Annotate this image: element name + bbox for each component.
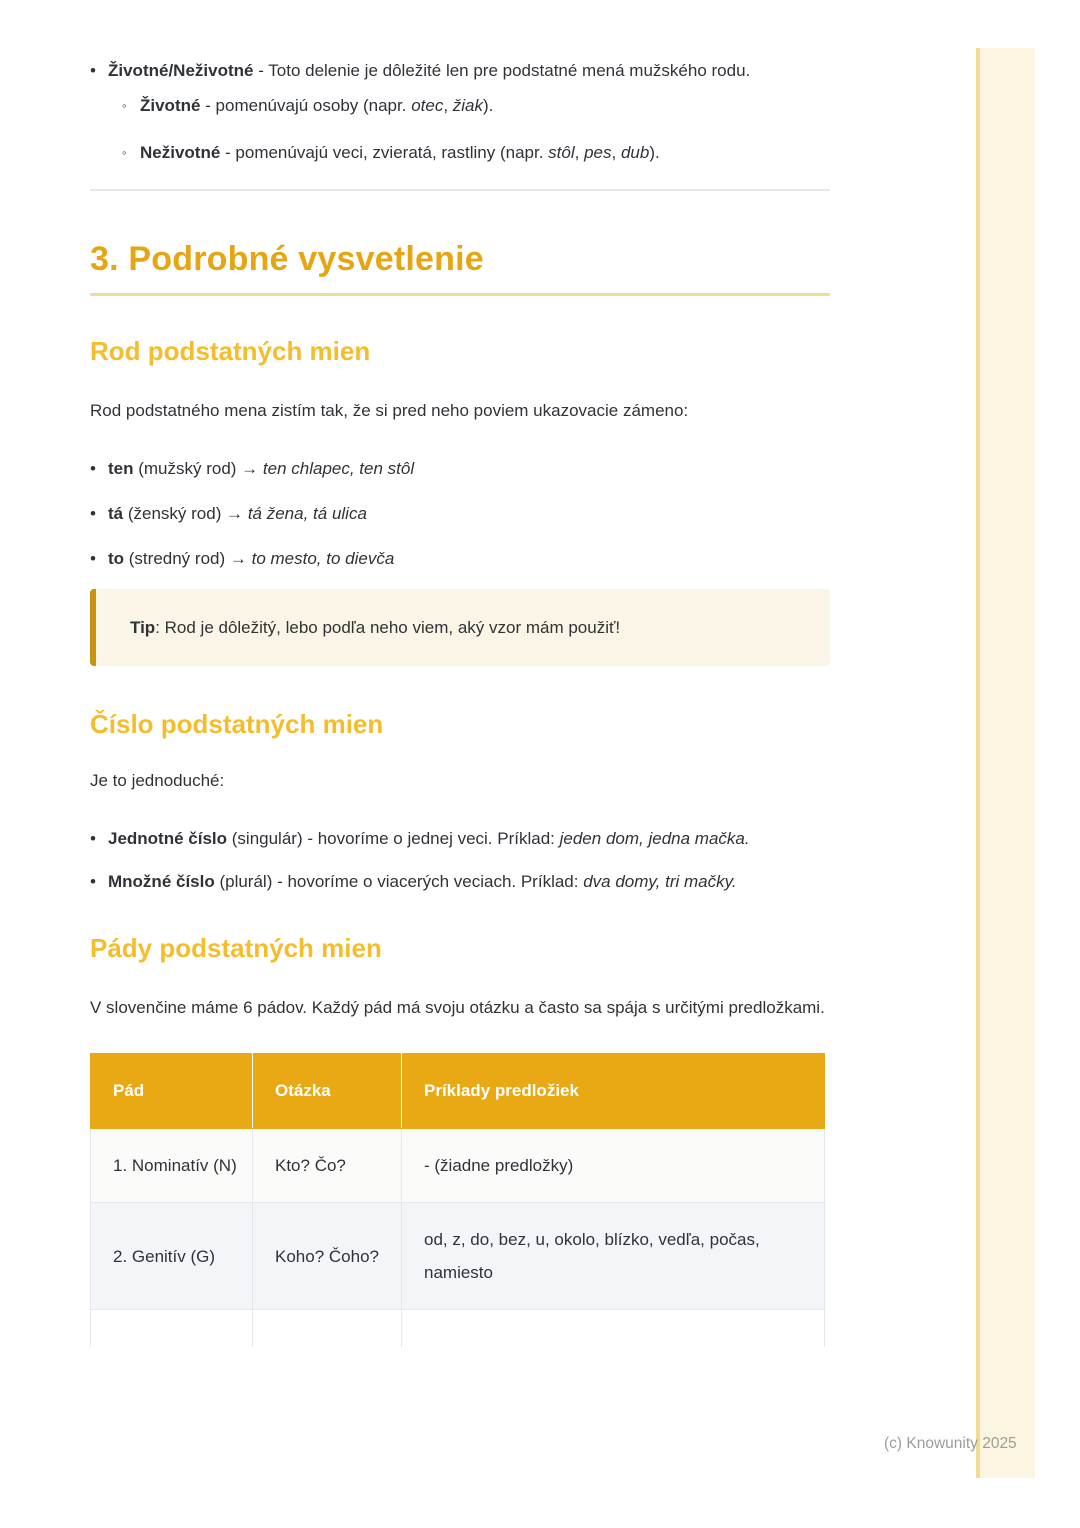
circle-bullet-icon: ◦ — [122, 145, 127, 160]
table-cell: Kto? Čo? — [253, 1129, 402, 1203]
heading-underline — [90, 293, 830, 296]
list-item — [90, 865, 830, 898]
list-item — [90, 822, 830, 855]
table-cell — [253, 1310, 402, 1348]
list-item — [90, 497, 830, 530]
table-cell: od, z, do, bez, u, okolo, blízko, vedľa, počas, namiesto — [402, 1203, 825, 1310]
page-heading: 3. Podrobné vysvetlenie — [90, 240, 484, 278]
sub-list-wrap — [90, 89, 830, 169]
document-page — [90, 0, 830, 1347]
cases-table — [90, 1053, 825, 1347]
rod-list — [90, 452, 830, 575]
table-cell: Koho? Čoho? — [253, 1203, 402, 1310]
list-item-text: tá (ženský rod) → tá žena, tá ulica — [108, 504, 367, 523]
table-cell: 2. Genitív (G) — [91, 1203, 253, 1310]
section-heading-pady: Pády podstatných mien — [90, 933, 382, 963]
page-edge-stripe — [976, 48, 1035, 1478]
table-header-cell: Príklady predložiek — [402, 1054, 825, 1129]
list-item — [90, 452, 830, 485]
list-item — [90, 542, 830, 575]
list-item — [90, 54, 830, 87]
table-row — [91, 1310, 825, 1348]
watermark: (c) Knowunity 2025 — [884, 1435, 1017, 1452]
sub-list — [122, 89, 830, 169]
table-cell: - (žiadne predložky) — [402, 1129, 825, 1203]
list-item-text: to (stredný rod) → to mesto, to dievča — [108, 549, 395, 568]
section-heading-rod: Rod podstatných mien — [90, 336, 371, 366]
section-heading-cislo: Číslo podstatných mien — [90, 709, 384, 739]
list-item-text: Neživotné - pomenúvajú veci, zvieratá, rastliny (napr. stôl, pes, dub). — [140, 143, 660, 162]
section-intro: Je to jednoduché: — [90, 771, 225, 790]
bullet-icon: • — [90, 872, 96, 891]
divider — [90, 189, 830, 191]
list-item — [122, 89, 830, 122]
circle-bullet-icon: ◦ — [122, 98, 127, 113]
list-item — [122, 136, 830, 169]
bullet-icon: • — [90, 61, 96, 80]
bullet-icon: • — [90, 829, 96, 848]
list-item-text: ten (mužský rod) → ten chlapec, ten stôl — [108, 459, 415, 478]
list-item-text: Životné - pomenúvajú osoby (napr. otec, žiak). — [140, 96, 494, 115]
table-header-cell: Pád — [91, 1054, 253, 1129]
table-header-row — [91, 1054, 825, 1129]
list-item-text: Životné/Neživotné - Toto delenie je dôležité len pre podstatné mená mužského rodu. — [108, 61, 751, 80]
list-item-text: Jednotné číslo (singulár) - hovoríme o jednej veci. Príklad: jeden dom, jedna mačka. — [108, 829, 750, 848]
list-item-text: Množné číslo (plurál) - hovoríme o viacerých veciach. Príklad: dva domy, tri mačky. — [108, 872, 737, 891]
table-row — [91, 1203, 825, 1310]
bullet-icon: • — [90, 459, 96, 478]
top-list — [90, 54, 830, 169]
cislo-list — [90, 822, 830, 898]
table-cell — [91, 1310, 253, 1348]
bullet-icon: • — [90, 504, 96, 523]
table-row — [91, 1129, 825, 1203]
cases-table-wrap — [90, 1053, 830, 1347]
section-intro: V slovenčine máme 6 pádov. Každý pád má svoju otázku a často sa spája s určitými predložkami. — [90, 998, 825, 1017]
table-cell — [402, 1310, 825, 1348]
section-intro: Rod podstatného mena zistím tak, že si pred neho poviem ukazovacie zámeno: — [90, 401, 689, 420]
table-cell: 1. Nominatív (N) — [91, 1129, 253, 1203]
tip-callout: Tip: Rod je dôležitý, lebo podľa neho viem, aký vzor mám použiť! — [90, 589, 830, 666]
table-header-cell: Otázka — [253, 1054, 402, 1129]
bullet-icon: • — [90, 549, 96, 568]
